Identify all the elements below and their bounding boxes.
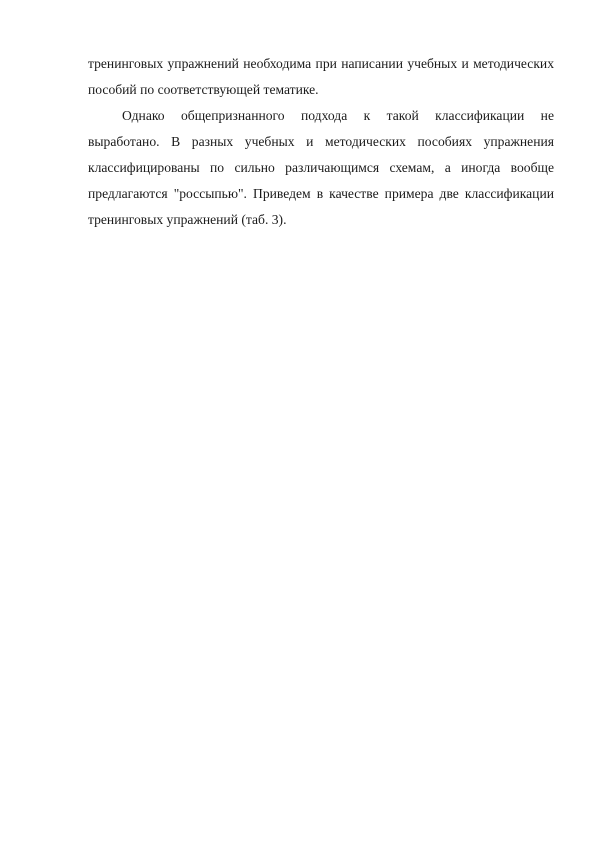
- text-line: Однако общепризнанного подхода к такой классификации не: [122, 108, 554, 123]
- paragraph: [88, 51, 554, 103]
- paragraph: [88, 103, 554, 233]
- text-line: классифицированы по сильно различающимся схемам, а иногда вообще: [88, 160, 554, 175]
- text-line: выработано. В разных учебных и методических пособиях упражнения: [88, 134, 554, 149]
- text-line: пособий по соответствующей тематике.: [88, 82, 319, 97]
- text-line: предлагаются "россыпью". Приведем в качестве примера две классификации: [88, 186, 554, 201]
- body-text: [88, 51, 554, 233]
- text-line: тренинговых упражнений (таб. 3).: [88, 212, 287, 227]
- text-line: тренинговых упражнений необходима при написании учебных и методических: [88, 56, 554, 71]
